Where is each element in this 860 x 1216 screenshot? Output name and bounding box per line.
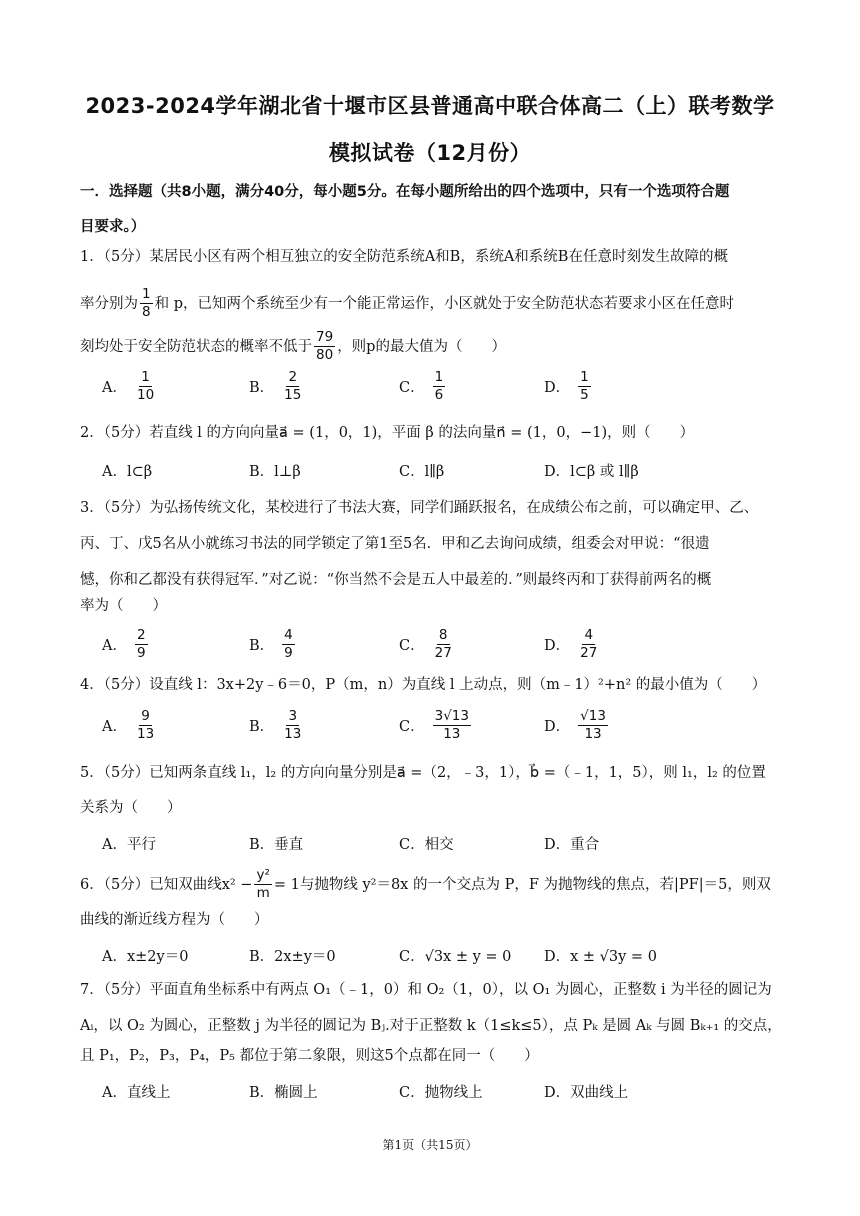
option-label: C． [399, 719, 425, 735]
q1-line3-text-b: ，则p的最大值为（ ） [337, 338, 506, 355]
q5-option-d[interactable]: D．重合 [544, 837, 600, 853]
q4-option-b[interactable] [249, 709, 305, 742]
q1-option-b[interactable] [249, 370, 305, 403]
q1-fraction-2-num: 79 [316, 329, 334, 345]
q6-fraction-den: m [256, 885, 270, 901]
page-footer: 第1页（共15页） [382, 1138, 478, 1152]
q1-option-d[interactable] [544, 370, 593, 403]
fraction-den: 13 [284, 726, 302, 742]
q1-line2-text-b: 和 p，已知两个系统至少有一个能正常运作，小区就处于安全防范状态若要求小区在任意时 [154, 295, 734, 312]
q4-option-d[interactable] [544, 709, 610, 742]
q5-line1: 5．（5分）已知两条直线 l₁，l₂ 的方向向量分别是a⃗ =（2，﹣3，1），b⃗ =（﹣1，1，5），则 l₁，l₂ 的位置 [80, 765, 766, 781]
q1-fraction-1 [140, 287, 153, 320]
q7-option-b[interactable]: B．椭圆上 [249, 1085, 318, 1101]
fraction-num: 4 [284, 627, 293, 643]
q1-fraction-1-den: 8 [142, 304, 151, 320]
option-label: A． [102, 638, 127, 654]
q4-option-a[interactable] [102, 709, 158, 742]
q1-line3 [80, 330, 780, 363]
fraction-den: 27 [580, 645, 598, 661]
option-label: D． [544, 380, 571, 396]
fraction-den: 6 [434, 387, 444, 403]
exam-title-line2: 模拟试卷（12月份） [328, 141, 532, 165]
q1-fraction-2-den: 80 [316, 347, 334, 363]
fraction-den: 5 [580, 387, 589, 403]
q2-option-a[interactable]: A．l⊂β [102, 464, 153, 480]
option-fraction [135, 370, 156, 403]
section-heading-line1: 一．选择题（共8小题，满分40分，每小题5分。在每小题所给出的四个选项中，只有一个选项符合题 [80, 184, 730, 200]
q6-option-d[interactable]: D．x ± √3y = 0 [544, 949, 657, 965]
q2-option-d[interactable]: D．l⊂β 或 l∥β [544, 464, 639, 480]
q3-option-a[interactable] [102, 628, 150, 661]
fraction-den: 13 [136, 726, 155, 742]
fraction-num: 4 [584, 627, 594, 643]
q7-line3: 且 P₁，P₂，P₃，P₄，P₅ 都位于第二象限，则这5个点都在同一（ ） [80, 1048, 539, 1064]
option-fraction [433, 709, 471, 742]
q7-line2: Aᵢ，以 O₂ 为圆心，正整数 j 为半径的圆记为 Bⱼ.对于正整数 k（1≤k≤5），点 Pₖ 是圆 Aₖ 与圆 Bₖ₊₁ 的交点， [80, 1018, 782, 1034]
q6-line1 [80, 868, 780, 901]
fraction-den: 27 [434, 645, 452, 661]
exam-title-line1: 2023-2024学年湖北省十堰市区县普通高中联合体高二（上）联考数学 [85, 94, 775, 118]
option-label: A． [102, 380, 127, 396]
fraction-den: 9 [284, 645, 293, 661]
q1-line1: 1．（5分）某居民小区有两个相互独立的安全防范系统A和B，系统A和系统B在任意时刻发生故障的概 [80, 249, 728, 265]
section-heading-line2: 目要求。） [80, 219, 146, 235]
option-fraction [135, 709, 156, 742]
q5-line2: 关系为（ ） [80, 800, 182, 816]
option-fraction [578, 709, 608, 742]
q3-option-b[interactable] [249, 628, 297, 661]
fraction-num: 9 [141, 708, 150, 724]
q1-option-a[interactable] [102, 370, 158, 403]
fraction-num: 1 [580, 369, 589, 385]
option-label: B． [249, 719, 275, 735]
q1-line2 [80, 287, 780, 320]
option-label: C． [399, 638, 425, 654]
option-fraction [282, 628, 295, 661]
q6-fraction-num: y² [256, 867, 270, 883]
fraction-num: 3 [288, 708, 298, 724]
q2-line1: 2．（5分）若直线 l 的方向向量a⃗ = (1，0，1)，平面 β 的法向量n⃗ = (1，0，−1)，则（ ） [80, 425, 695, 441]
q7-option-a[interactable]: A．直线上 [102, 1085, 171, 1101]
q6-option-c[interactable]: C．√3x ± y = 0 [399, 949, 512, 965]
q7-option-d[interactable]: D．双曲线上 [544, 1085, 629, 1101]
q1-line3-text-a: 刻均处于安全防范状态的概率不低于 [80, 338, 312, 355]
fraction-num: √13 [580, 708, 606, 724]
q4-line1: 4．（5分）设直线 l：3x+2y﹣6＝0，P（m，n）为直线 l 上动点，则（m﹣1）²+n² 的最小值为（ ） [80, 677, 767, 693]
q7-option-c[interactable]: C．抛物线上 [399, 1085, 483, 1101]
q5-option-b[interactable]: B．垂直 [249, 837, 304, 853]
q1-fraction-1-num: 1 [142, 286, 151, 302]
fraction-num: 2 [288, 369, 298, 385]
q3-option-c[interactable] [399, 628, 456, 661]
q1-option-c[interactable] [399, 370, 447, 403]
q3-line2: 丙、丁、戊5名从小就练习书法的同学锁定了第1至5名．甲和乙去询问成绩，组委会对甲说：“很遗 [80, 536, 710, 552]
q2-option-b[interactable]: B．l⊥β [249, 464, 301, 480]
fraction-num: 2 [136, 627, 146, 643]
fraction-num: 1 [434, 369, 444, 385]
fraction-num: 8 [438, 627, 448, 643]
q3-line4: 率为（ ） [80, 598, 167, 614]
fraction-num: 3√13 [434, 708, 469, 724]
fraction-den: 9 [136, 645, 146, 661]
q5-option-c[interactable]: C．相交 [399, 837, 454, 853]
q1-line2-text-a: 率分别为 [80, 295, 138, 312]
option-fraction [282, 370, 303, 403]
q3-option-d[interactable] [544, 628, 601, 661]
option-label: D． [544, 719, 571, 735]
q6-option-b[interactable]: B．2x±y＝0 [249, 949, 336, 965]
q3-line3: 憾，你和乙都没有获得冠军．”对乙说：“你当然不会是五人中最差的．”则最终丙和丁获得前两名的概 [80, 572, 712, 588]
q6-line1-text-a: 6．（5分）已知双曲线x² − [80, 876, 253, 893]
option-fraction [135, 628, 148, 661]
option-fraction [578, 628, 599, 661]
q6-line2: 曲线的渐近线方程为（ ） [80, 912, 269, 928]
option-fraction [578, 370, 591, 403]
option-fraction [282, 709, 303, 742]
option-fraction [433, 628, 454, 661]
option-label: B． [249, 638, 275, 654]
option-label: A． [102, 719, 127, 735]
fraction-den: 13 [584, 726, 602, 742]
q6-line1-text-b: = 1与抛物线 y²＝8x 的一个交点为 P，F 为抛物线的焦点，若|PF|＝5，则双 [273, 876, 771, 893]
q6-fraction [254, 868, 271, 901]
option-label: C． [399, 380, 425, 396]
q1-fraction-2 [314, 330, 335, 363]
q7-line1: 7．（5分）平面直角坐标系中有两点 O₁（﹣1，0）和 O₂（1，0），以 O₁ 为圆心，正整数 i 为半径的圆记为 [80, 982, 772, 998]
q2-option-c[interactable]: C．l∥β [399, 464, 445, 480]
fraction-num: 1 [141, 369, 150, 385]
fraction-den: 15 [284, 387, 302, 403]
q6-option-a[interactable]: A．x±2y＝0 [102, 949, 189, 965]
option-label: B． [249, 380, 275, 396]
option-fraction [433, 370, 446, 403]
q4-option-c[interactable] [399, 709, 473, 742]
fraction-den: 10 [136, 387, 155, 403]
q5-option-a[interactable]: A．平行 [102, 837, 156, 853]
q3-line1: 3．（5分）为弘扬传统文化，某校进行了书法大赛，同学们踊跃报名，在成绩公布之前，可以确定甲、乙、 [80, 500, 759, 516]
fraction-den: 13 [443, 726, 461, 742]
section-heading [80, 175, 780, 245]
option-label: D． [544, 638, 571, 654]
